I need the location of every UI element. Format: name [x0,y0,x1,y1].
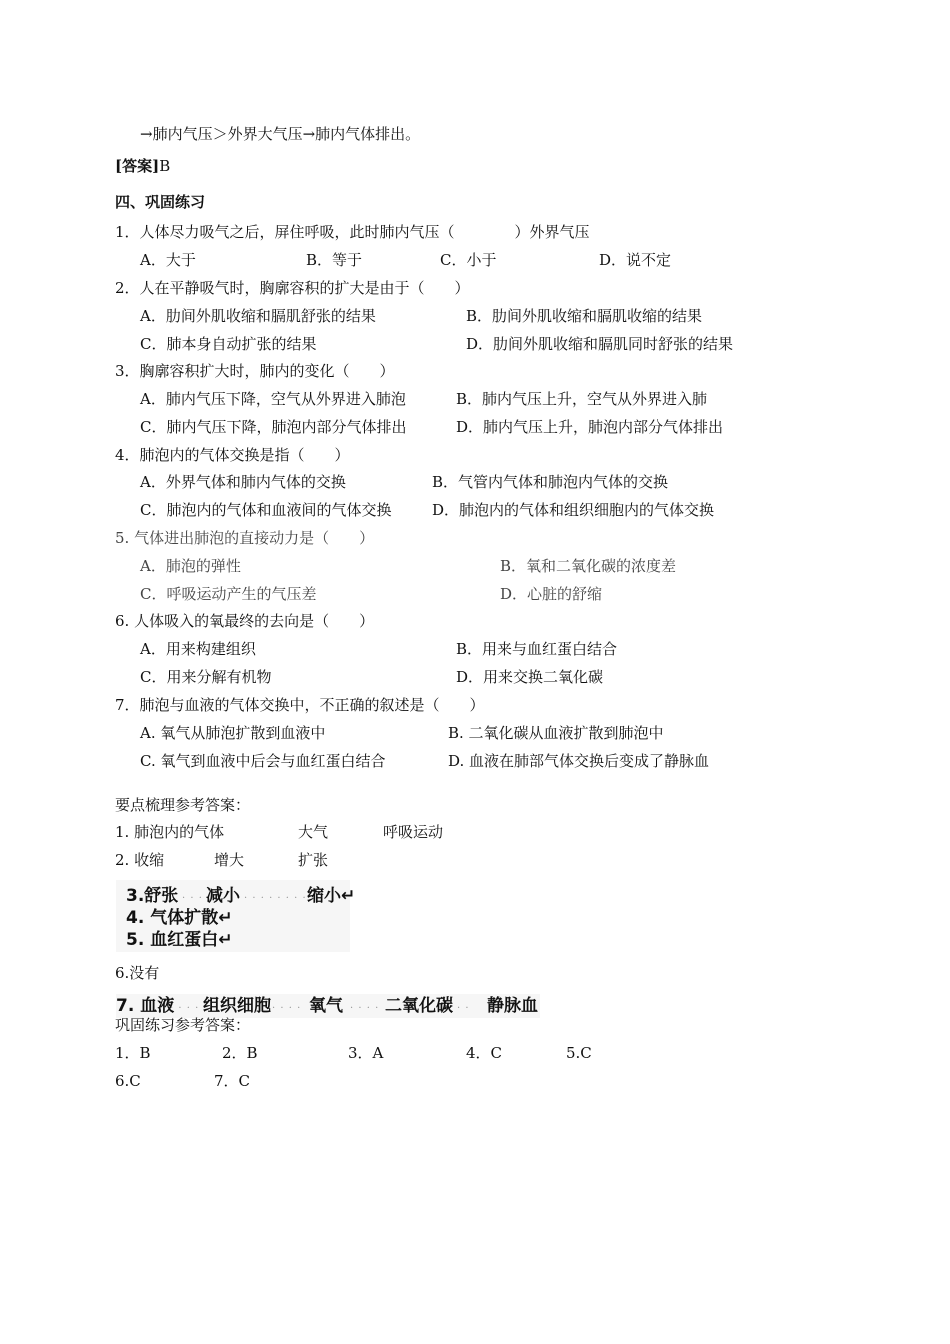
section-title: 四、巩固练习 [115,193,206,211]
question-2-option-c: C．肺本身自动扩张的结果 [140,335,317,353]
question-7-option-d: D. 血液在肺部气体交换后变成了静脉血 [448,752,710,770]
question-1-option-c: C．小于 [440,251,497,269]
key-point-7-a: 7. 血液 [116,996,175,1016]
question-6-option-c: C．用来分解有机物 [140,668,272,686]
question-7-option-a: A. 氧气从肺泡扩散到血液中 [140,724,326,742]
practice-answer-2: 2．B [222,1044,258,1062]
question-3-option-a: A．肺内气压下降，空气从外界进入肺泡 [140,390,406,408]
question-6-option-b: B．用来与血红蛋白结合 [456,640,618,658]
dot-leader: · · · [182,893,203,904]
question-2-option-a: A．肋间外肌收缩和膈肌舒张的结果 [140,307,376,325]
question-7-option-c: C. 氧气到血液中后会与血红蛋白结合 [140,752,386,770]
dot-leader: · · [457,1003,470,1014]
key-point-3-a: 3.舒张 [126,886,179,906]
practice-answer-4: 4．C [466,1044,503,1062]
question-2-option-d: D．肋间外肌收缩和膈肌同时舒张的结果 [466,335,734,353]
key-point-7-c: 氧气 [309,996,343,1016]
practice-answer-1: 1．B [115,1044,151,1062]
practice-answer-5: 5.C [566,1044,592,1062]
question-1-option-a: A．大于 [140,251,196,269]
key-point-1-c: 呼吸运动 [383,823,444,841]
answer-line [115,156,170,176]
key-point-7-d: 二氧化碳 [385,996,453,1016]
answer-value: B [159,157,171,175]
question-7-option-b: B. 二氧化碳从血液扩散到肺泡中 [448,724,664,742]
question-5-stem: 5. 气体进出肺泡的直接动力是（ ） [115,529,375,547]
question-6-stem: 6. 人体吸入的氧最终的去向是（ ） [115,612,375,630]
dot-leader: · · · · [272,1003,302,1014]
key-point-7-b: 组织细胞 [203,996,271,1016]
practice-answer-6: 6.C [115,1072,141,1090]
question-1-option-d: D．说不定 [599,251,672,269]
question-6-option-a: A．用来构建组织 [140,640,256,658]
question-4-option-b: B．气管内气体和肺泡内气体的交换 [432,473,669,491]
question-5-option-d: D．心脏的舒缩 [500,585,603,603]
question-4-option-c: C．肺泡内的气体和血液间的气体交换 [140,501,392,519]
question-5-option-b: B．氧和二氧化碳的浓度差 [500,557,677,575]
practice-answer-3: 3．A [348,1044,384,1062]
question-3-option-c: C．肺内气压下降，肺泡内部分气体排出 [140,418,407,436]
question-3-stem: 3．胸廓容积扩大时，肺内的变化（ ） [115,362,395,380]
key-point-2-c: 扩张 [298,851,329,869]
key-points-title: 要点梳理参考答案： [115,796,251,814]
dot-leader: · · · · [170,1003,200,1014]
answer-label: [答案] [115,157,160,175]
question-2-option-b: B．肋间外肌收缩和膈肌收缩的结果 [466,307,703,325]
question-3-option-b: B．肺内气压上升，空气从外界进入肺 [456,390,708,408]
dot-leader: · · · · · · · · [244,893,307,904]
question-7-stem: 7．肺泡与血液的气体交换中，不正确的叙述是（ ） [115,696,485,714]
key-point-7-e: 静脉血 [487,996,538,1016]
key-point-1-a: 1. 肺泡内的气体 [115,823,225,841]
key-point-3-b: 减小 [206,886,240,906]
key-point-1-b: 大气 [298,823,329,841]
question-6-option-d: D．用来交换二氧化碳 [456,668,604,686]
practice-answers-title: 巩固练习参考答案： [115,1016,251,1034]
question-1-stem: 1．人体尽力吸气之后，屏住呼吸，此时肺内气压（ ）外界气压 [115,223,590,241]
key-point-2-a: 2. 收缩 [115,851,165,869]
dot-leader: · · · · [350,1003,380,1014]
question-5-option-c: C．呼吸运动产生的气压差 [140,585,317,603]
key-point-2-b: 增大 [214,851,245,869]
key-point-5: 5. 血红蛋白↵ [126,930,233,950]
question-1-option-b: B．等于 [306,251,363,269]
question-5-option-a: A．肺泡的弹性 [140,557,241,575]
question-4-option-d: D．肺泡内的气体和组织细胞内的气体交换 [432,501,715,519]
question-3-option-d: D．肺内气压上升，肺泡内部分气体排出 [456,418,724,436]
key-point-3-c: 缩小↵ [307,886,356,906]
key-point-4: 4. 气体扩散↵ [126,908,233,928]
question-4-option-a: A．外界气体和肺内气体的交换 [140,473,346,491]
question-4-stem: 4．肺泡内的气体交换是指（ ） [115,446,350,464]
intro-line: →肺内气压＞外界大气压→肺内气体排出。 [140,125,421,143]
question-2-stem: 2．人在平静吸气时，胸廓容积的扩大是由于（ ） [115,279,470,297]
key-point-6: 6.没有 [115,964,160,982]
practice-answer-7: 7．C [214,1072,251,1090]
